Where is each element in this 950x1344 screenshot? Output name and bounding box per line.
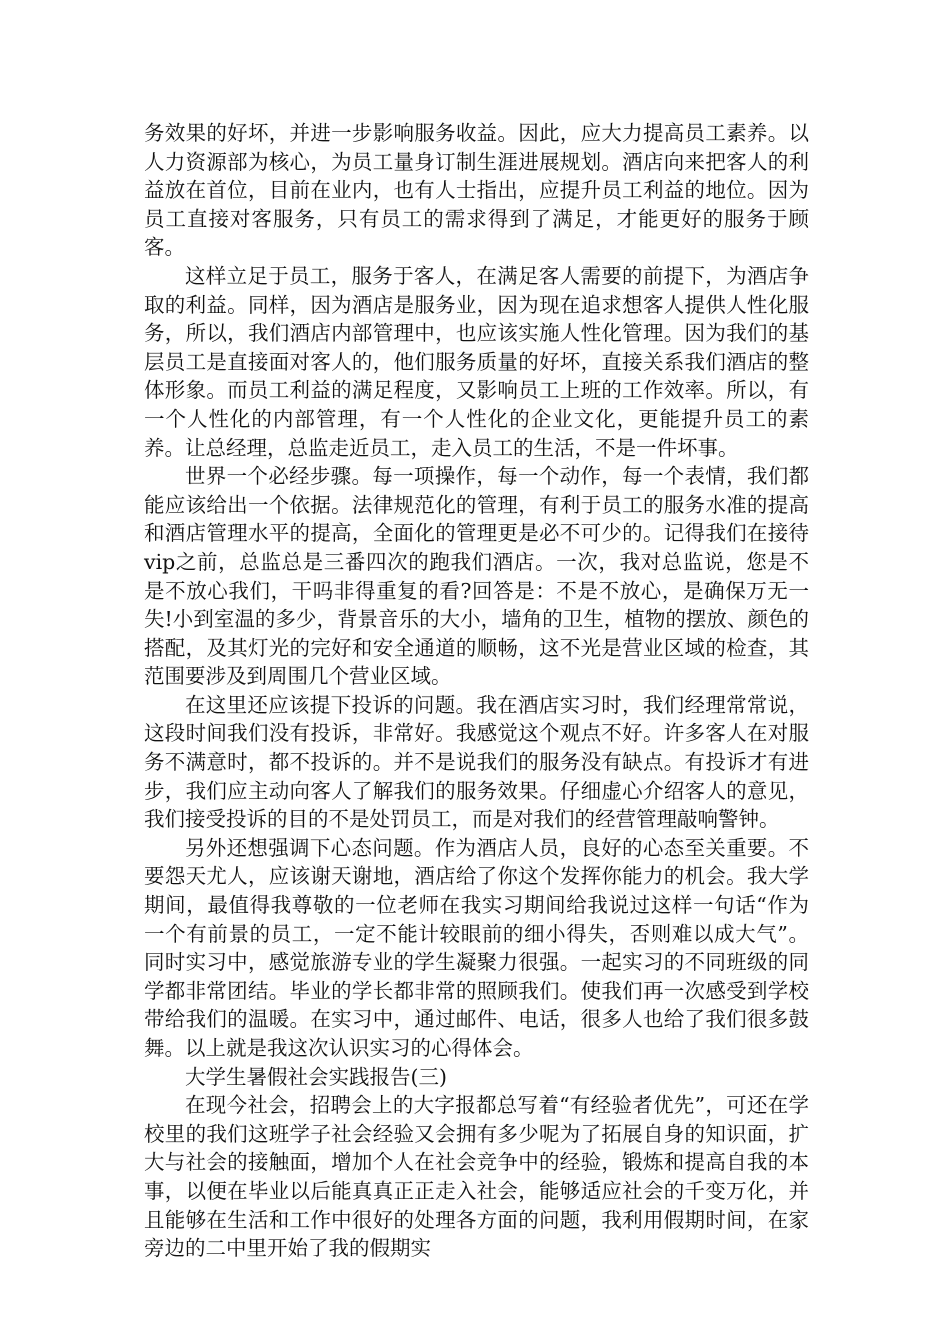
paragraph: 世界一个必经步骤。每一项操作，每一个动作，每一个表情，我们都能应该给出一个依据。法律规范化的管理，有利于员工的服务水准的提高和酒店管理水平的提高，全面化的管理更是必不可少的。记得我们在接待vip之前，总监总是三番四次的跑我们酒店。一次，我对总监说，您是不是不放心我们，干吗非得重复的看?回答是：不是不放心，是确保万无一失!小到室温的多少，背景音乐的大小，墙角的卫生，植物的摆放、颜色的搭配，及其灯光的完好和安全通道的顺畅，这不光是营业区域的检查，其范围要涉及到周围几个营业区域。 [144, 464, 809, 689]
paragraph: 在这里还应该提下投诉的问题。我在酒店实习时，我们经理常常说，这段时间我们没有投诉，非常好。我感觉这个观点不好。许多客人在对服务不满意时，都不投诉的。并不是说我们的服务没有缺点。有投诉才有进步，我们应主动向客人了解我们的服务效果。仔细虚心介绍客人的意见，我们接受投诉的目的不是处罚员工，而是对我们的经营管理敲响警钟。 [144, 692, 809, 832]
paragraph: 另外还想强调下心态问题。作为酒店人员，良好的心态至关重要。不要怨天尤人，应该谢天谢地，酒店给了你这个发挥你能力的机会。我大学期间，最值得我尊敬的一位老师在我实习期间给我说过这样一句话“作为一个有前景的员工，一定不能计较眼前的细小得失，否则难以成大气”。同时实习中，感觉旅游专业的学生凝聚力很强。一起实习的不同班级的同学都非常团结。毕业的学长都非常的照顾我们。使我们再一次感受到学校带给我们的温暖。在实习中，通过邮件、电话，很多人也给了我们很多鼓舞。以上就是我这次认识实习的心得体会。 [144, 835, 809, 1060]
document-body [144, 119, 809, 1263]
section-heading: 大学生暑假社会实践报告(三) [185, 1064, 447, 1089]
paragraph: 在现今社会，招聘会上的大字报都总写着“有经验者优先”，可还在学校里的我们这班学子社会经验又会拥有多少呢为了拓展自身的知识面，扩大与社会的接触面，增加个人在社会竞争中的经验，锻炼和提高自我的本事，以便在毕业以后能真真正正走入社会，能够适应社会的千变万化，并且能够在生活和工作中很好的处理各方面的问题，我利用假期时间，在家旁边的二中里开始了我的假期实 [144, 1093, 809, 1261]
paragraph: 这样立足于员工，服务于客人，在满足客人需要的前提下，为酒店争取的利益。同样，因为酒店是服务业，因为现在追求想客人提供人性化服务，所以，我们酒店内部管理中，也应该实施人性化管理。因为我们的基层员工是直接面对客人的，他们服务质量的好坏，直接关系我们酒店的整体形象。而员工利益的满足程度，又影响员工上班的工作效率。所以，有一个人性化的内部管理，有一个人性化的企业文化，更能提升员工的素养。让总经理，总监走近员工，走入员工的生活，不是一件坏事。 [144, 263, 809, 460]
paragraph-continuation: 务效果的好坏，并进一步影响服务收益。因此，应大力提高员工素养。以人力资源部为核心，为员工量身订制生涯进展规划。酒店向来把客人的利益放在首位，目前在业内，也有人士指出，应提升员工利益的地位。因为员工直接对客服务，只有员工的需求得到了满足，才能更好的服务于顾客。 [144, 121, 809, 260]
